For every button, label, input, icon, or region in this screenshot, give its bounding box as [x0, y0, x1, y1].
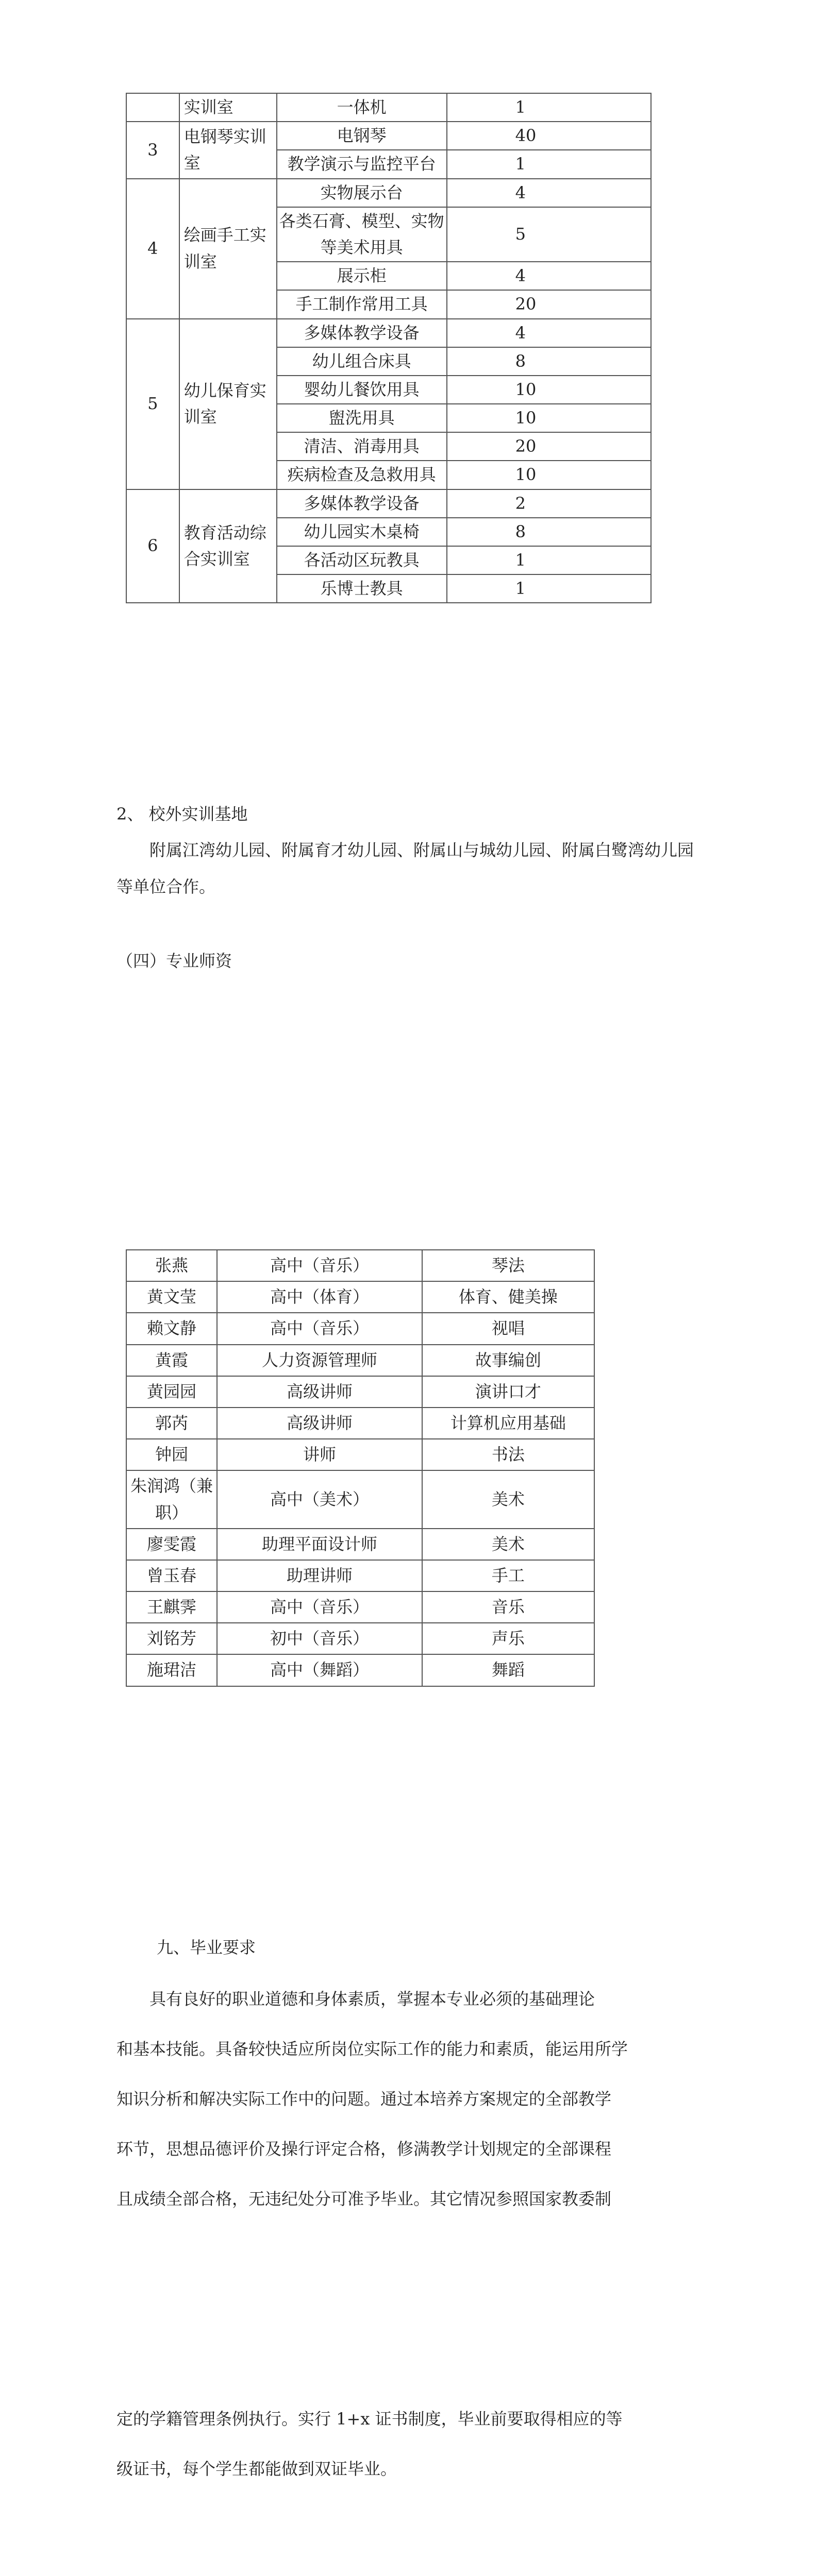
equipment-name: 清洁、消毒用具 [277, 432, 447, 461]
equipment-count: 8 [447, 347, 651, 376]
teacher-qualification: 高中（音乐） [217, 1313, 422, 1344]
teacher-subject: 书法 [422, 1439, 594, 1470]
room-number: 6 [126, 489, 179, 603]
equipment-count: 4 [447, 179, 651, 207]
equipment-count: 4 [447, 262, 651, 290]
teacher-row [126, 1470, 594, 1528]
equipment-count: 8 [447, 518, 651, 546]
equipment-row [126, 122, 651, 150]
teacher-name: 张燕 [126, 1250, 217, 1281]
room-name: 绘画手工实训室 [179, 179, 277, 319]
room-name: 实训室 [179, 93, 277, 122]
teacher-subject: 舞蹈 [422, 1654, 594, 1686]
equipment-name: 电钢琴 [277, 122, 447, 150]
teacher-name: 曾玉春 [126, 1560, 217, 1591]
teacher-subject: 演讲口才 [422, 1376, 594, 1408]
teacher-qualification: 初中（音乐） [217, 1623, 422, 1654]
teacher-qualification: 高级讲师 [217, 1408, 422, 1439]
room-number: 5 [126, 319, 179, 489]
equipment-count: 10 [447, 376, 651, 404]
equipment-count: 10 [447, 404, 651, 432]
teacher-name: 郭芮 [126, 1408, 217, 1439]
room-number [126, 93, 179, 122]
equipment-name: 一体机 [277, 93, 447, 122]
equipment-name: 婴幼儿餐饮用具 [277, 376, 447, 404]
equipment-name: 多媒体教学设备 [277, 319, 447, 347]
teacher-subject: 故事编创 [422, 1345, 594, 1376]
equipment-name: 疾病检查及急救用具 [277, 461, 447, 489]
equipment-count: 1 [447, 546, 651, 574]
equipment-count: 10 [447, 461, 651, 489]
teacher-subject: 美术 [422, 1470, 594, 1528]
equipment-name: 幼儿组合床具 [277, 347, 447, 376]
graduation-line: 级证书，每个学生都能做到双证毕业。 [116, 2459, 397, 2479]
teacher-subject: 美术 [422, 1529, 594, 1560]
teacher-row [126, 1376, 594, 1408]
equipment-row [126, 93, 651, 122]
teacher-row [126, 1591, 594, 1623]
equipment-count: 1 [447, 93, 651, 122]
teacher-name: 朱润鸿（兼职） [126, 1470, 217, 1528]
teacher-row [126, 1439, 594, 1470]
equipment-count: 1 [447, 574, 651, 603]
teacher-subject: 手工 [422, 1560, 594, 1591]
teacher-qualification: 助理平面设计师 [217, 1529, 422, 1560]
teacher-name: 黄园园 [126, 1376, 217, 1408]
teacher-row [126, 1654, 594, 1686]
teacher-qualification: 人力资源管理师 [217, 1345, 422, 1376]
teacher-name: 钟园 [126, 1439, 217, 1470]
equipment-count: 2 [447, 489, 651, 518]
teacher-name: 廖雯霞 [126, 1529, 217, 1560]
teacher-subject: 视唱 [422, 1313, 594, 1344]
teacher-qualification: 高中（音乐） [217, 1250, 422, 1281]
room-name: 教育活动综合实训室 [179, 489, 277, 603]
room-name: 电钢琴实训室 [179, 122, 277, 178]
teacher-row [126, 1281, 594, 1313]
equipment-row [126, 319, 651, 347]
teacher-name: 王麒霁 [126, 1591, 217, 1623]
teacher-subject: 计算机应用基础 [422, 1408, 594, 1439]
equipment-name: 幼儿园实木桌椅 [277, 518, 447, 546]
teacher-subject: 声乐 [422, 1623, 594, 1654]
teacher-qualification: 高中（体育） [217, 1281, 422, 1313]
teacher-subject: 琴法 [422, 1250, 594, 1281]
room-number: 4 [126, 179, 179, 319]
teacher-row [126, 1313, 594, 1344]
equipment-count: 20 [447, 432, 651, 461]
equipment-table [126, 93, 652, 603]
teacher-qualification: 高中（舞蹈） [217, 1654, 422, 1686]
equipment-count: 5 [447, 207, 651, 262]
teacher-table [126, 1249, 595, 1687]
teacher-row [126, 1250, 594, 1281]
graduation-heading: 九、毕业要求 [157, 1938, 256, 1957]
teacher-row [126, 1529, 594, 1560]
equipment-row [126, 489, 651, 518]
teacher-qualification: 助理讲师 [217, 1560, 422, 1591]
offsite-body: 附属江湾幼儿园、附属育才幼儿园、附属山与城幼儿园、附属白鹭湾幼儿园等单位合作。 [116, 840, 694, 896]
equipment-count: 20 [447, 290, 651, 318]
equipment-count: 1 [447, 150, 651, 178]
equipment-count: 40 [447, 122, 651, 150]
equipment-name: 盥洗用具 [277, 404, 447, 432]
teacher-row [126, 1560, 594, 1591]
equipment-count: 4 [447, 319, 651, 347]
equipment-name: 教学演示与监控平台 [277, 150, 447, 178]
teacher-name: 黄文莹 [126, 1281, 217, 1313]
equipment-name: 乐博士教具 [277, 574, 447, 603]
graduation-line: 具有良好的职业道德和身体素质，掌握本专业必须的基础理论 [149, 1989, 595, 2009]
offsite-heading: 2、 校外实训基地 [116, 804, 248, 824]
teacher-name: 黄霞 [126, 1345, 217, 1376]
graduation-line: 和基本技能。具备较快适应所岗位实际工作的能力和素质，能运用所学 [116, 2039, 628, 2059]
teacher-qualification: 高中（音乐） [217, 1591, 422, 1623]
teachers-heading: （四）专业师资 [116, 951, 232, 971]
equipment-name: 展示柜 [277, 262, 447, 290]
equipment-name: 手工制作常用工具 [277, 290, 447, 318]
equipment-name: 多媒体教学设备 [277, 489, 447, 518]
room-number: 3 [126, 122, 179, 178]
equipment-name: 各活动区玩教具 [277, 546, 447, 574]
graduation-line: 知识分析和解决实际工作中的问题。通过本培养方案规定的全部教学 [116, 2089, 612, 2109]
equipment-row [126, 179, 651, 207]
teacher-qualification: 讲师 [217, 1439, 422, 1470]
teacher-subject: 体育、健美操 [422, 1281, 594, 1313]
teacher-qualification: 高级讲师 [217, 1376, 422, 1408]
teacher-subject: 音乐 [422, 1591, 594, 1623]
teacher-name: 赖文静 [126, 1313, 217, 1344]
graduation-line: 且成绩全部合格，无违纪处分可准予毕业。其它情况参照国家教委制 [116, 2189, 612, 2209]
equipment-name: 实物展示台 [277, 179, 447, 207]
equipment-name: 各类石膏、模型、实物等美术用具 [277, 207, 447, 262]
teacher-row [126, 1623, 594, 1654]
room-name: 幼儿保育实训室 [179, 319, 277, 489]
teacher-name: 刘铭芳 [126, 1623, 217, 1654]
teacher-row [126, 1345, 594, 1376]
teacher-qualification: 高中（美术） [217, 1470, 422, 1528]
graduation-line: 定的学籍管理条例执行。实行 1+x 证书制度，毕业前要取得相应的等 [116, 2409, 623, 2429]
teacher-row [126, 1408, 594, 1439]
graduation-line: 环节，思想品德评价及操行评定合格，修满教学计划规定的全部课程 [116, 2139, 612, 2159]
teacher-name: 施珺洁 [126, 1654, 217, 1686]
